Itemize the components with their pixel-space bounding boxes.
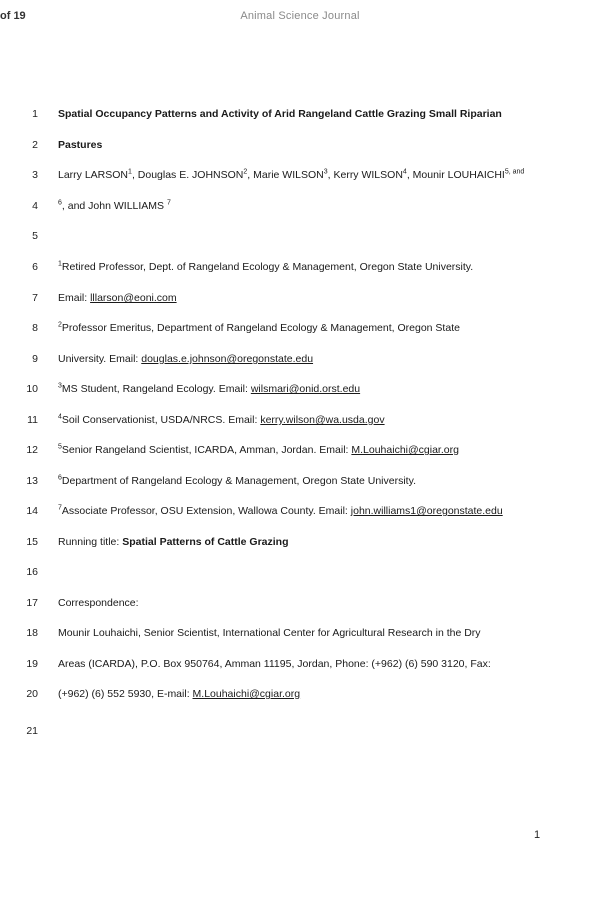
affiliation-marker: 7 [58, 504, 62, 512]
manuscript-line [0, 106, 600, 122]
page-number: 1 [534, 829, 541, 841]
manuscript-line [0, 534, 600, 550]
affiliation-marker: 1 [58, 260, 62, 268]
affiliation-7 [58, 503, 503, 519]
line-number: 2 [32, 139, 38, 151]
affiliation-marker: 6 [58, 199, 62, 207]
author-list [58, 167, 524, 183]
affiliation-marker: 2 [58, 321, 62, 329]
affiliation-text: Associate Professor, OSU Extension, Wallowa County. Email: [61, 505, 351, 517]
affiliation-marker: 2 [243, 168, 248, 176]
manuscript-line [0, 503, 600, 519]
page-indicator: of 19 [0, 10, 26, 22]
correspondence-heading: Correspondence: [58, 597, 139, 609]
affiliation-6 [58, 473, 416, 489]
manuscript-line [0, 473, 600, 489]
correspondence-text [58, 686, 300, 702]
line-number: 3 [32, 169, 38, 181]
author-name: , Mounir LOUHAICHI [406, 169, 505, 181]
affiliation-marker: 5 [58, 443, 62, 451]
manuscript-line [0, 723, 600, 739]
line-number: 18 [26, 627, 38, 639]
email-label: University. Email: [58, 353, 142, 365]
author-name: Larry LARSON [58, 169, 129, 181]
email-label: Email: [58, 292, 91, 304]
manuscript-line [0, 290, 600, 306]
contact-text: (+962) (6) 552 5930, E-mail: [58, 688, 193, 700]
line-number: 12 [26, 444, 38, 456]
running-title-text: Spatial Patterns of Cattle Grazing [122, 536, 289, 548]
affiliation-marker: 3 [323, 168, 328, 176]
line-number: 11 [27, 414, 38, 426]
manuscript-line [0, 625, 600, 641]
line-number: 17 [26, 597, 38, 609]
manuscript-line [0, 198, 600, 214]
line-number: 14 [26, 505, 38, 517]
line-number: 9 [32, 353, 38, 365]
line-number: 10 [26, 383, 38, 395]
manuscript-line [0, 228, 600, 244]
affiliation-1 [58, 259, 473, 275]
line-number: 1 [32, 108, 38, 120]
author-name: , Douglas E. JOHNSON [131, 169, 244, 181]
manuscript-line [0, 167, 600, 183]
affiliation-marker: 7 [166, 199, 171, 207]
manuscript-line [0, 686, 600, 702]
email-link[interactable]: john.williams1@oregonstate.edu [350, 505, 503, 517]
affiliation-text: Professor Emeritus, Department of Rangeland Ecology & Management, Oregon State [61, 322, 460, 334]
email-link[interactable]: wilsmari@onid.orst.edu [250, 383, 361, 395]
manuscript-line [0, 412, 600, 428]
manuscript-line [0, 137, 600, 153]
manuscript-line [0, 656, 600, 672]
line-number: 15 [26, 536, 38, 548]
affiliation-3 [58, 381, 360, 397]
running-title [58, 534, 289, 550]
line-number: 4 [32, 200, 38, 212]
affiliation-text: Soil Conservationist, USDA/NRCS. Email: [61, 414, 261, 426]
line-number: 7 [32, 292, 38, 304]
author-name: , Kerry WILSON [327, 169, 403, 181]
email-link[interactable]: M.Louhaichi@cgiar.org [351, 444, 459, 456]
manuscript-line [0, 564, 600, 580]
paper-title-line-1: Spatial Occupancy Patterns and Activity of Arid Rangeland Cattle Grazing Small Riparian [58, 108, 502, 120]
correspondence-text: Mounir Louhaichi, Senior Scientist, International Center for Agricultural Research in the Dry [58, 627, 481, 639]
email-line [58, 290, 177, 306]
manuscript-line [0, 442, 600, 458]
running-title-label: Running title: [58, 536, 123, 548]
email-link[interactable]: lllarson@eoni.com [90, 292, 177, 304]
journal-title: Animal Science Journal [240, 10, 360, 22]
line-number: 16 [26, 566, 38, 578]
affiliation-marker: 4 [58, 413, 62, 421]
email-line [58, 351, 313, 367]
manuscript-line [0, 595, 600, 611]
manuscript-line [0, 259, 600, 275]
affiliation-marker: 5, and [504, 168, 525, 176]
affiliation-5 [58, 442, 459, 458]
line-number: 13 [26, 475, 38, 487]
line-number: 5 [32, 230, 38, 242]
affiliation-text: Retired Professor, Dept. of Rangeland Ecology & Management, Oregon State University. [61, 261, 474, 273]
line-number: 20 [26, 688, 38, 700]
affiliation-text: Senior Rangeland Scientist, ICARDA, Amman, Jordan. Email: [61, 444, 352, 456]
email-link[interactable]: M.Louhaichi@cgiar.org [192, 688, 301, 700]
correspondence-text: Areas (ICARDA), P.O. Box 950764, Amman 11195, Jordan, Phone: (+962) (6) 590 3120, Fax: [58, 658, 491, 670]
affiliation-2 [58, 320, 460, 336]
line-number: 8 [32, 322, 38, 334]
affiliation-marker: 3 [58, 382, 62, 390]
line-number: 21 [26, 725, 38, 737]
affiliation-text: Department of Rangeland Ecology & Management, Oregon State University. [61, 475, 416, 487]
affiliation-4 [58, 412, 385, 428]
affiliation-marker: 1 [128, 168, 132, 176]
line-number: 19 [26, 658, 38, 670]
affiliation-marker: 4 [402, 168, 407, 176]
email-link[interactable]: douglas.e.johnson@oregonstate.edu [141, 353, 314, 365]
manuscript-line [0, 381, 600, 397]
email-link[interactable]: kerry.wilson@wa.usda.gov [260, 414, 385, 426]
manuscript-line [0, 351, 600, 367]
line-number: 6 [32, 261, 38, 273]
author-name: , and John WILLIAMS [61, 200, 167, 212]
affiliation-marker: 6 [58, 474, 62, 482]
author-name: , Marie WILSON [247, 169, 324, 181]
manuscript-line [0, 320, 600, 336]
affiliation-text: MS Student, Rangeland Ecology. Email: [61, 383, 251, 395]
author-list-continued [58, 198, 171, 214]
paper-title-line-2: Pastures [58, 139, 103, 151]
